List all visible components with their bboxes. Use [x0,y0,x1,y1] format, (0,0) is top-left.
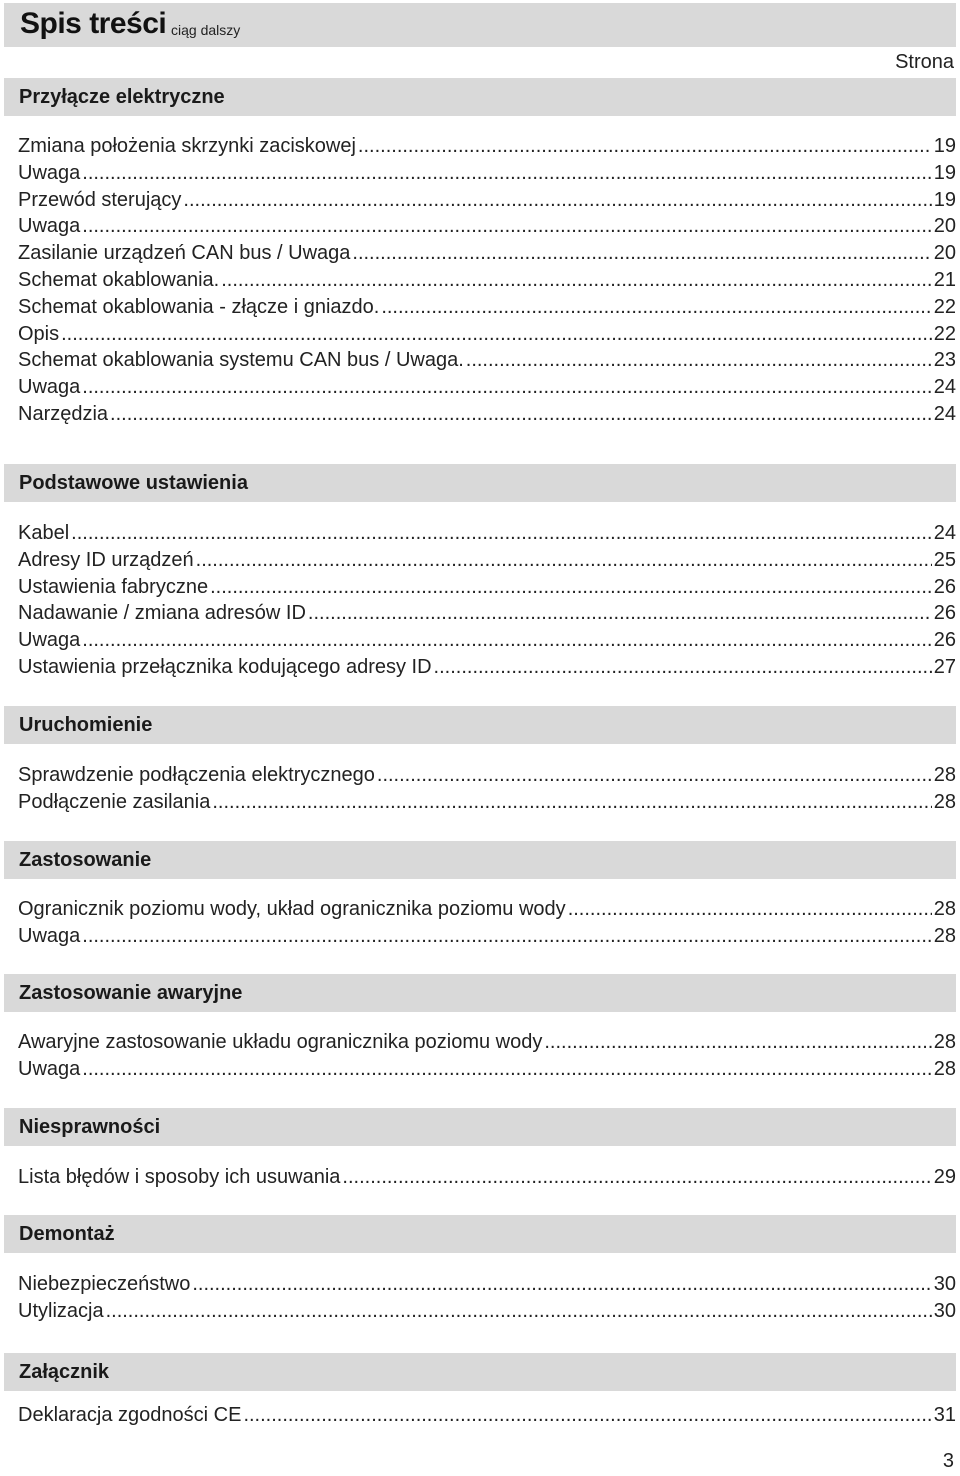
toc-entry[interactable] [18,213,956,239]
toc-entry-label: Schemat okablowania - złącze i gniazdo. [18,296,380,318]
toc-entry-page: 19 [933,135,956,157]
dot-leader [308,600,932,626]
toc-entry-label: Podłączenie zasilania [18,791,211,813]
toc-entry[interactable] [18,1298,956,1324]
toc-entry-label: Uwaga [18,629,81,651]
dot-leader [183,187,931,213]
dot-leader [82,627,931,653]
toc-entry-label: Przewód sterujący [18,189,182,211]
toc-entry-label: Schemat okablowania systemu CAN bus / Uwaga. [18,349,464,371]
section-title: Podstawowe ustawienia [19,472,248,494]
toc-entry[interactable] [18,321,956,347]
toc-entry-page: 22 [933,323,956,345]
section-header [4,1353,956,1391]
toc-entry-page: 20 [933,215,956,237]
toc-entry-page: 31 [933,1404,956,1426]
toc-entry-page: 19 [933,189,956,211]
dot-leader [434,654,932,680]
toc-entry-label: Deklaracja zgodności CE [18,1404,242,1426]
section-header [4,841,956,879]
toc-entry-page: 28 [933,925,956,947]
toc-entry-page: 24 [933,403,956,425]
dot-leader [82,923,931,949]
toc-entry-label: Opis [18,323,60,345]
toc-entry[interactable] [18,520,956,546]
toc-entry-label: Sprawdzenie podłączenia elektrycznego [18,764,375,786]
toc-entry[interactable] [18,1029,956,1055]
dot-leader [212,789,931,815]
dot-leader [342,1164,931,1190]
toc-entry-page: 28 [933,791,956,813]
page-column-label: Strona [895,51,954,73]
dot-leader [106,1298,932,1324]
toc-entry[interactable] [18,133,956,159]
section-title: Demontaż [19,1223,115,1245]
footer-page-number: 3 [942,1450,954,1472]
toc-entry-label: Utylizacja [18,1300,104,1322]
toc-entry[interactable] [18,267,956,293]
toc-entry[interactable] [18,762,956,788]
dot-leader [544,1029,931,1055]
toc-entry-page: 26 [933,602,956,624]
toc-entry-label: Niebezpieczeństwo [18,1273,191,1295]
toc-entry[interactable] [18,574,956,600]
dot-leader [61,321,932,347]
section-header [4,974,956,1012]
toc-entry-page: 19 [933,162,956,184]
toc-entry-page: 26 [933,576,956,598]
toc-entry-page: 26 [933,629,956,651]
section-header [4,1108,956,1146]
toc-entry[interactable] [18,1402,956,1428]
toc-entry-label: Awaryjne zastosowanie układu ogranicznika poziomu wody [18,1031,543,1053]
toc-entry[interactable] [18,160,956,186]
dot-leader [377,762,932,788]
toc-entry-label: Adresy ID urządzeń [18,549,194,571]
toc-entry-page: 28 [933,764,956,786]
dot-leader [110,401,932,427]
toc-entry-page: 21 [933,269,956,291]
toc-entry[interactable] [18,187,956,213]
dot-leader [192,1271,931,1297]
toc-entry-label: Narzędzia [18,403,109,425]
toc-entry[interactable] [18,1164,956,1190]
toc-entry[interactable] [18,547,956,573]
toc-entry-page: 23 [933,349,956,371]
toc-entry-page: 29 [933,1166,956,1188]
toc-entry-label: Ogranicznik poziomu wody, układ ogranicznika poziomu wody [18,898,566,920]
dot-leader [82,213,931,239]
section-header [4,464,956,502]
toc-entry-label: Uwaga [18,1058,81,1080]
section-title: Zastosowanie [19,849,152,871]
toc-entry-page: 30 [933,1273,956,1295]
toc-entry-page: 24 [933,522,956,544]
toc-entry-page: 28 [933,1058,956,1080]
section-title: Przyłącze elektryczne [19,86,225,108]
toc-entry[interactable] [18,347,956,373]
toc-entry[interactable] [18,789,956,815]
dot-leader [71,520,932,546]
toc-entry-label: Nadawanie / zmiana adresów ID [18,602,306,624]
section-header [4,78,956,116]
toc-entry-label: Schemat okablowania. [18,269,220,291]
toc-entry-label: Uwaga [18,215,81,237]
toc-entry-label: Uwaga [18,925,81,947]
toc-entry-page: 30 [933,1300,956,1322]
toc-entry-page: 22 [933,296,956,318]
toc-entry[interactable] [18,1271,956,1297]
toc-entry[interactable] [18,401,956,427]
toc-entry-page: 24 [933,376,956,398]
dot-leader [221,267,932,293]
toc-title-bar [4,3,956,47]
toc-entry[interactable] [18,240,956,266]
section-header [4,706,956,744]
page-title: Spis treści [20,7,167,40]
toc-entry-label: Ustawienia fabryczne [18,576,209,598]
toc-entry-page: 20 [933,242,956,264]
toc-entry-page: 28 [933,1031,956,1053]
toc-entry[interactable] [18,654,956,680]
dot-leader [381,294,931,320]
dot-leader [196,547,932,573]
dot-leader [82,160,931,186]
section-title: Załącznik [19,1361,110,1383]
toc-entry-label: Lista błędów i sposoby ich usuwania [18,1166,341,1188]
toc-entry-page: 27 [933,656,956,678]
dot-leader [210,574,932,600]
section-header [4,1215,956,1253]
page-subtitle: ciąg dalszy [171,22,241,38]
dot-leader [82,1056,931,1082]
toc-entry-page: 28 [933,898,956,920]
section-title: Uruchomienie [19,714,153,736]
toc-entry[interactable] [18,1056,956,1082]
toc-entry-label: Ustawienia przełącznika kodującego adresy ID [18,656,432,678]
toc-entry[interactable] [18,294,956,320]
dot-leader [568,896,932,922]
dot-leader [243,1402,931,1428]
dot-leader [352,240,931,266]
toc-entry-label: Zasilanie urządzeń CAN bus / Uwaga [18,242,351,264]
toc-entry[interactable] [18,896,956,922]
dot-leader [358,133,932,159]
toc-entry[interactable] [18,923,956,949]
section-title: Niesprawności [19,1116,161,1138]
toc-entry[interactable] [18,374,956,400]
toc-entry-label: Uwaga [18,162,81,184]
toc-entry[interactable] [18,627,956,653]
toc-entry-label: Kabel [18,522,70,544]
toc-entry-label: Uwaga [18,376,81,398]
toc-entry[interactable] [18,600,956,626]
dot-leader [82,374,931,400]
dot-leader [466,347,932,373]
section-title: Zastosowanie awaryjne [19,982,243,1004]
toc-entry-page: 25 [933,549,956,571]
toc-entry-label: Zmiana położenia skrzynki zaciskowej [18,135,356,157]
